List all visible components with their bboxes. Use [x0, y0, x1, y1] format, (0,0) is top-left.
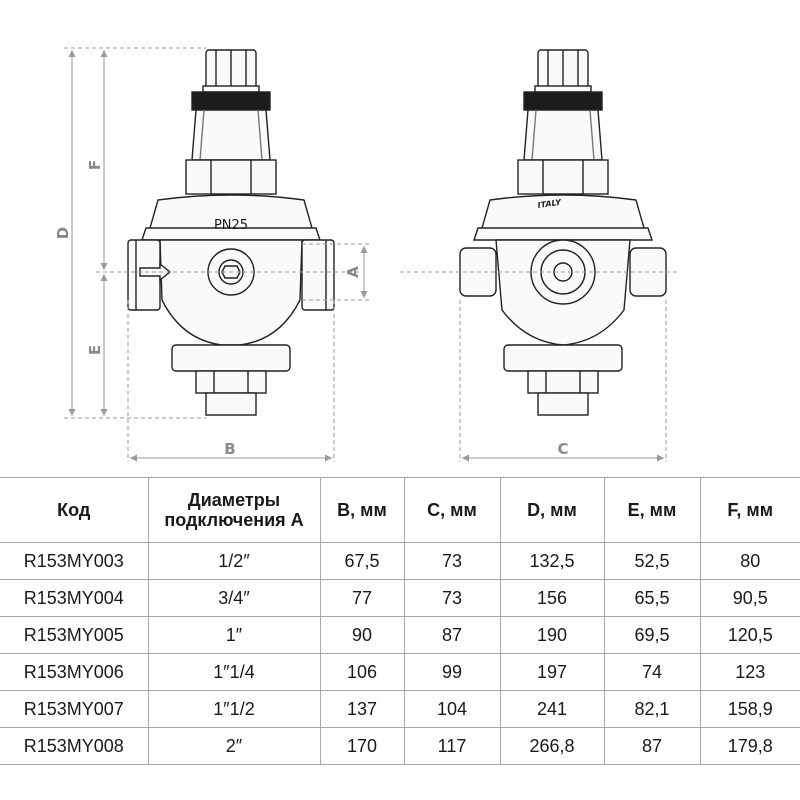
cell-f: 123: [700, 654, 800, 691]
cell-code: R153MY004: [0, 580, 148, 617]
dimension-label-c: C: [557, 440, 569, 458]
cell-f: 179,8: [700, 728, 800, 765]
cell-b: 90: [320, 617, 404, 654]
cell-c: 99: [404, 654, 500, 691]
cell-e: 87: [604, 728, 700, 765]
cell-b: 67,5: [320, 543, 404, 580]
cell-f: 80: [700, 543, 800, 580]
header-f: F, мм: [700, 478, 800, 543]
cell-diameter: 3/4″: [148, 580, 320, 617]
cell-diameter: 2″: [148, 728, 320, 765]
header-code: Код: [0, 478, 148, 543]
cell-e: 82,1: [604, 691, 700, 728]
dimension-label-f: F: [86, 159, 104, 171]
header-d: D, мм: [500, 478, 604, 543]
cell-b: 77: [320, 580, 404, 617]
dimension-label-b: B: [224, 440, 236, 458]
cell-c: 87: [404, 617, 500, 654]
cell-f: 120,5: [700, 617, 800, 654]
cell-code: R153MY007: [0, 691, 148, 728]
cell-e: 69,5: [604, 617, 700, 654]
cell-diameter: 1/2″: [148, 543, 320, 580]
table-header-row: [0, 478, 800, 543]
cell-diameter: 1″1/4: [148, 654, 320, 691]
front-pn-label: PN25: [213, 218, 249, 233]
header-e: E, мм: [604, 478, 700, 543]
cell-d: 266,8: [500, 728, 604, 765]
cell-c: 117: [404, 728, 500, 765]
cell-code: R153MY005: [0, 617, 148, 654]
cell-d: 197: [500, 654, 604, 691]
header-diameter: Диаметры подключения A: [148, 478, 320, 543]
cell-e: 74: [604, 654, 700, 691]
cell-e: 52,5: [604, 543, 700, 580]
header-c: C, мм: [404, 478, 500, 543]
cell-diameter: 1″1/2: [148, 691, 320, 728]
dimensions-table: [0, 477, 800, 765]
table-row: [0, 654, 800, 691]
cell-diameter: 1″: [148, 617, 320, 654]
cell-c: 104: [404, 691, 500, 728]
cell-c: 73: [404, 543, 500, 580]
side-italy-label: ITALY: [537, 197, 562, 210]
cell-code: R153MY006: [0, 654, 148, 691]
cell-d: 132,5: [500, 543, 604, 580]
cell-c: 73: [404, 580, 500, 617]
dimension-label-d: D: [54, 226, 72, 240]
dimension-label-a: A: [344, 266, 362, 278]
cell-code: R153MY008: [0, 728, 148, 765]
cell-e: 65,5: [604, 580, 700, 617]
cell-f: 158,9: [700, 691, 800, 728]
table-row: [0, 543, 800, 580]
dimension-label-e: E: [86, 344, 104, 356]
cell-b: 106: [320, 654, 404, 691]
cell-d: 156: [500, 580, 604, 617]
table-row: [0, 691, 800, 728]
table-row: [0, 728, 800, 765]
header-b: B, мм: [320, 478, 404, 543]
cell-f: 90,5: [700, 580, 800, 617]
side-view-valve: [460, 50, 666, 415]
table-row: [0, 617, 800, 654]
cell-code: R153MY003: [0, 543, 148, 580]
cell-b: 137: [320, 691, 404, 728]
cell-d: 241: [500, 691, 604, 728]
cell-b: 170: [320, 728, 404, 765]
table-row: [0, 580, 800, 617]
cell-d: 190: [500, 617, 604, 654]
